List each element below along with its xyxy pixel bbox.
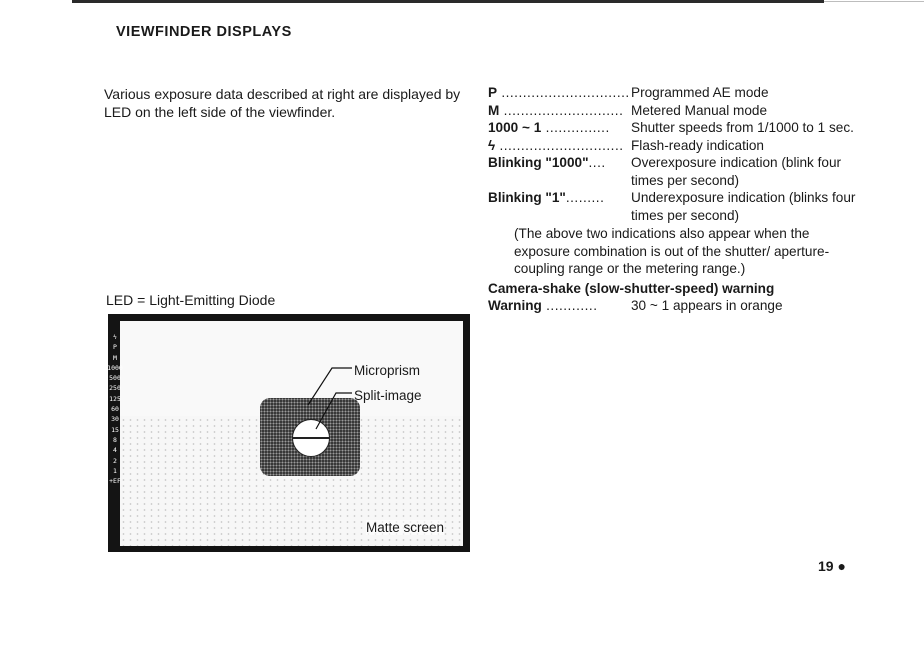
- legend-key: P ..............................: [488, 85, 630, 100]
- page-title: VIEWFINDER DISPLAYS: [116, 24, 292, 40]
- led-30: 30: [111, 415, 119, 424]
- led-500: 500: [109, 374, 121, 383]
- legend-desc: 30 ~ 1 appears in orange: [631, 298, 783, 313]
- matte-screen-label: Matte screen: [366, 520, 445, 535]
- top-rule: [72, 0, 824, 3]
- led-125: 125: [109, 394, 121, 403]
- led-4: 4: [113, 446, 117, 455]
- flash-icon: ϟ: [488, 137, 496, 153]
- led-60: 60: [111, 405, 119, 414]
- page-number: 19 ●: [818, 558, 846, 574]
- display-legend: [488, 84, 868, 315]
- legend-key: Warning ............: [488, 298, 598, 313]
- legend-row-underexposure: [488, 189, 868, 224]
- led-250: 250: [109, 384, 121, 393]
- led-p: P: [113, 343, 117, 352]
- led-ef: +EF: [109, 477, 121, 486]
- viewfinder-diagram: [108, 314, 470, 552]
- led-1: 1: [113, 466, 117, 475]
- legend-desc: Overexposure indication (blink four times per second): [631, 155, 842, 188]
- led-1000: 1000: [107, 363, 123, 372]
- legend-key: M ............................: [488, 102, 624, 118]
- leader-lines: [120, 321, 463, 546]
- legend-desc: Shutter speeds from 1/1000 to 1 sec.: [631, 120, 854, 135]
- legend-row-overexposure: [488, 154, 868, 189]
- legend-row-warning: [488, 297, 868, 315]
- viewfinder-screen: [120, 321, 463, 546]
- legend-desc: Metered Manual mode: [631, 102, 768, 118]
- legend-key: 1000 ~ 1 ...............: [488, 120, 610, 135]
- legend-desc: Flash-ready indication: [631, 137, 764, 153]
- shake-warning-title: Camera-shake (slow-shutter-speed) warning: [488, 280, 775, 296]
- led-2: 2: [113, 456, 117, 465]
- legend-key: Blinking "1".........: [488, 190, 605, 205]
- legend-desc: Programmed AE mode: [631, 85, 769, 100]
- led-15: 15: [111, 425, 119, 434]
- split-image-label: Split-image: [354, 388, 422, 403]
- legend-row-p: [488, 84, 868, 102]
- led-8: 8: [113, 435, 117, 444]
- legend-row-flash: [488, 137, 868, 155]
- led-scale: [108, 332, 122, 486]
- legend-row-shutter: [488, 119, 868, 137]
- microprism-leader: [308, 368, 352, 405]
- legend-desc: Underexposure indication (blinks four times per second): [631, 190, 856, 223]
- top-rule-tail: [824, 1, 924, 2]
- led-caption: LED = Light-Emitting Diode: [106, 292, 276, 308]
- legend-row-m: [488, 102, 868, 120]
- led-flash: ϟ: [113, 333, 117, 341]
- intro-paragraph: Various exposure data described at right are displayed by LED on the left side of the viewfinder.: [104, 86, 461, 120]
- exposure-note: (The above two indications also appear when the exposure combination is out of the shutter/ aperture-coupling range or the metering range.): [514, 226, 830, 276]
- legend-key: Blinking "1000"....: [488, 155, 606, 170]
- led-m: M: [113, 353, 117, 362]
- legend-key: ϟ .............................: [488, 137, 624, 153]
- microprism-label: Microprism: [354, 363, 420, 378]
- split-image-leader: [316, 393, 352, 429]
